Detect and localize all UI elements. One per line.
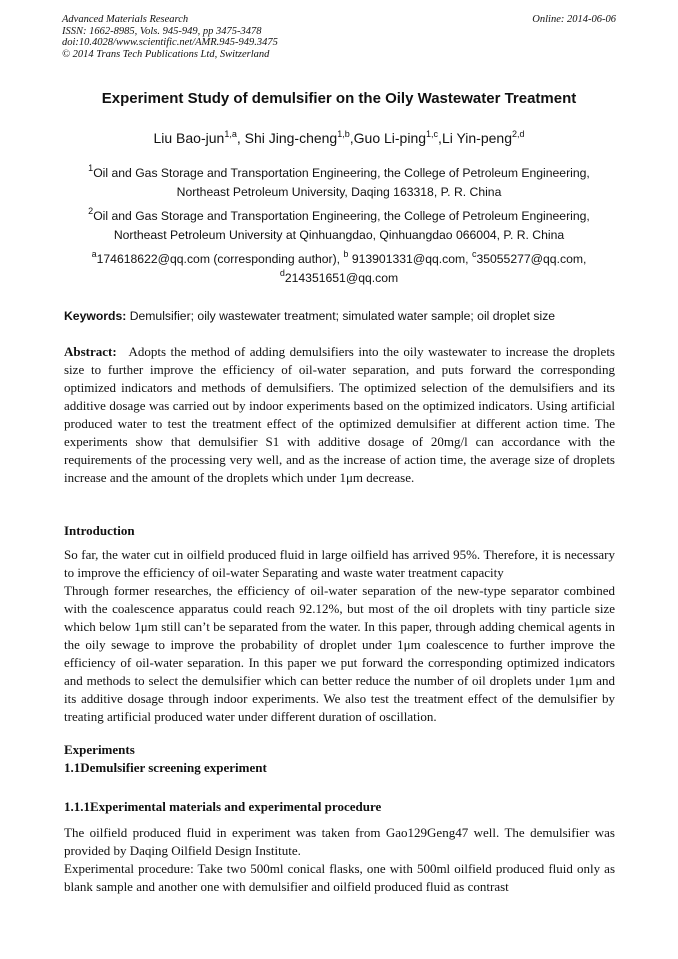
abstract: [64, 343, 615, 487]
paragraph: Experimental procedure: Take two 500ml conical flasks, one with 500ml oilfield produced fluid only as blank sample and another one with demulsifier and oilfield produced fluid as contrast: [64, 861, 615, 894]
copyright-line: © 2014 Trans Tech Publications Ltd, Switzerland: [62, 48, 270, 60]
paragraph: Through former researches, the efficiency of oil-water separation of the new-type separator combined with the coalescence apparatus could reach 92.12%, but most of the oil droplets with tiny particle size which below 1μm still can’t be separated from the water. In this paper, through adding chemical agents in the oily sewage to improve the probability of droplet under 1μm coalescence to further improve the efficiency of oil-water separation. In this paper we put forward the corresponding optimized indicators and methods to select the demulsifier which can better reduce the number of oil droplets under 1μm and its additive dosage through indoor experiments. We also test the treatment effect of the demulsifier by treating artificial produced water under different duration of oscillation.: [64, 583, 615, 724]
online-date: Online: 2014-06-06: [532, 14, 616, 25]
keywords-label: Keywords:: [64, 309, 127, 323]
subsubsection-heading: 1.1.1Experimental materials and experimental procedure: [64, 799, 382, 814]
email-mark: a: [91, 249, 97, 259]
abstract-label: Abstract:: [64, 344, 117, 359]
author-name: Guo Li-ping: [353, 130, 427, 146]
email-mark: d: [279, 268, 285, 278]
paragraph: So far, the water cut in oilfield produced fluid in large oilfield has arrived 95%. Therefore, it is necessary to improve the efficiency of oil-water Separating and waste water treatment capacity: [64, 547, 615, 580]
email-link[interactable]: 913901331@qq.com,: [348, 252, 472, 266]
author-separator: ,: [438, 130, 442, 146]
email-list: [40, 250, 638, 288]
section-heading-introduction: Introduction: [64, 523, 135, 538]
issn-line: ISSN: 1662-8985, Vols. 945-949, pp 3475-3478: [62, 25, 262, 37]
author-affiliation-mark: 2,d: [512, 129, 525, 139]
author-separator: ,: [349, 130, 354, 146]
journal-header: [62, 14, 616, 60]
email-link[interactable]: 35055277@qq.com,: [476, 252, 587, 266]
email-mark: b: [343, 249, 349, 259]
author-name: Li Yin-peng: [441, 130, 512, 146]
keywords-text: Demulsifier; oily wastewater treatment; simulated water sample; oil droplet size: [126, 309, 556, 323]
introduction-body: [64, 546, 615, 726]
author-affiliation-mark: 1,c: [426, 129, 439, 139]
email-link[interactable]: 214351651@qq.com: [284, 271, 399, 285]
affiliation-mark: 1: [88, 163, 94, 173]
affiliation-line: Northeast Petroleum University at Qinhuangdao, Qinhuangdao 066004, P. R. China: [113, 228, 565, 242]
journal-name: Advanced Materials Research: [62, 14, 189, 25]
paper-title: Experiment Study of demulsifier on the Oily Wastewater Treatment: [101, 90, 577, 107]
author-affiliation-mark: 1,b: [337, 129, 350, 139]
doi-line: doi:10.4028/www.scientific.net/AMR.945-949.3475: [62, 37, 278, 48]
affiliation-line: Oil and Gas Storage and Transportation Engineering, the College of Petroleum Engineering,: [93, 166, 590, 180]
affiliation-2: [40, 207, 638, 245]
affiliation-line: Oil and Gas Storage and Transportation Engineering, the College of Petroleum Engineering,: [93, 209, 590, 223]
author-name: Shi Jing-cheng: [244, 130, 338, 146]
affiliation-mark: 2: [88, 206, 94, 216]
paragraph: The oilfield produced fluid in experiment was taken from Gao129Geng47 well. The demulsifier was provided by Daqing Oilfield Design Institute.: [64, 825, 615, 858]
email-mark: c: [471, 249, 477, 259]
subsection-heading: 1.1Demulsifier screening experiment: [64, 760, 267, 775]
affiliation-1: [40, 164, 638, 202]
author-separator: ,: [236, 130, 245, 146]
section-heading-experiments: Experiments: [64, 742, 135, 757]
email-link[interactable]: 174618622@qq.com (corresponding author),: [96, 252, 344, 266]
author-list: [40, 130, 638, 146]
author-affiliation-mark: 1,a: [224, 129, 237, 139]
keywords: [64, 307, 624, 326]
author-name: Liu Bao-jun: [153, 130, 225, 146]
abstract-text: Adopts the method of adding demulsifiers into the oily wastewater to increase the droplets size to further improve the efficiency of oil-water separation, and puts forward the corresponding optimized indicators and methods of demulsifiers. The optimized selection of the demulsifiers and its additive dosage was carried out by indoor experiments based on the optimized indicators. Using artificial produced water to test the treatment effect of the optimized demulsifier at different action time. The experiments show that demulsifier S1 with additive dosage of 20mg/l can accordance with the requirements of the processing very well, and as the increase of action time, the average size of droplets increase and the amount of the droplets which under 1μm decrease.: [64, 344, 615, 485]
affiliation-line: Northeast Petroleum University, Daqing 163318, P. R. China: [176, 185, 502, 199]
